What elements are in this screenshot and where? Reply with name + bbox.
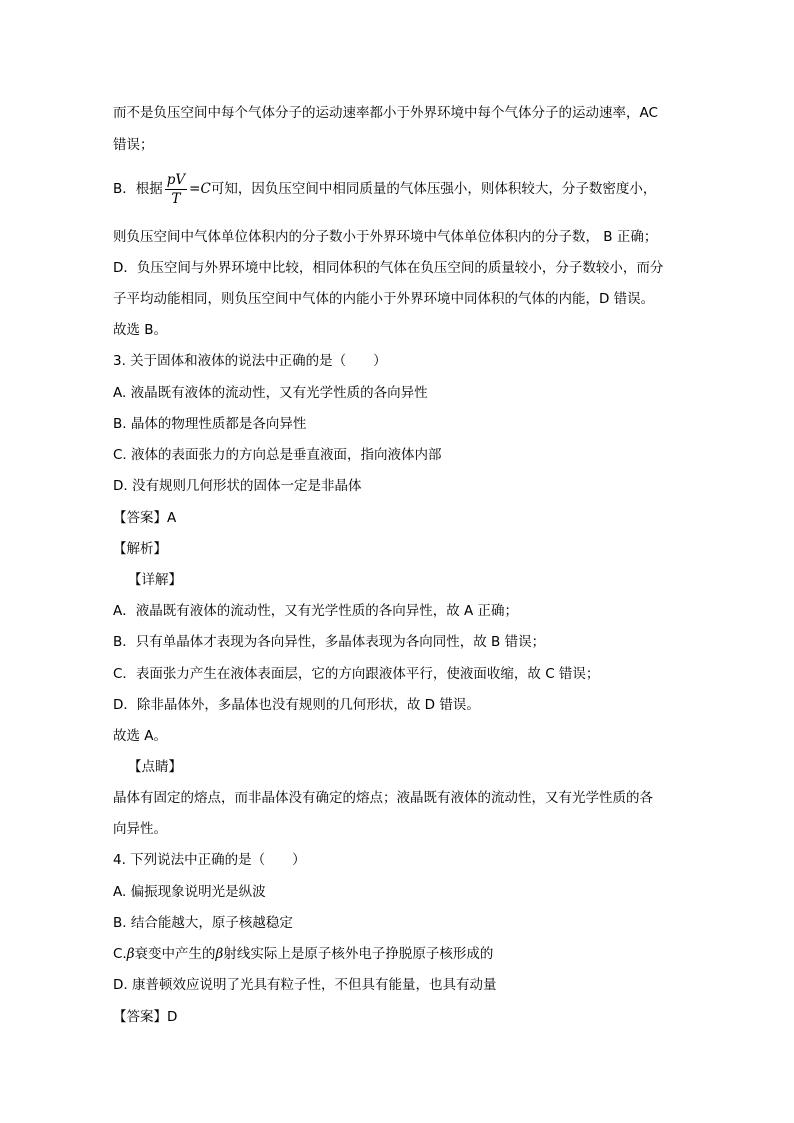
- analysis-label: 【解析】: [113, 541, 167, 557]
- comment-line: 向异性。: [113, 821, 167, 837]
- constant-symbol: C: [200, 181, 211, 197]
- text-fragment: 射线实际上是原子核外电子挣脱原子核形成的: [223, 946, 494, 962]
- text-line: 错误；: [113, 137, 154, 153]
- text-line: 则负压空间中气体单位体积内的分子数小于外界环境中气体单位体积内的分子数， B 正确；: [113, 229, 658, 245]
- question-3-stem: 3. 关于固体和液体的说法中正确的是（ ）: [113, 353, 387, 369]
- detail-line: A．液晶既有液体的流动性，又有光学性质的各向异性，故 A 正确；: [113, 603, 519, 619]
- fraction-numerator: pV: [166, 171, 186, 188]
- text-line: 而不是负压空间中每个气体分子的运动速率都小于外界环境中每个气体分子的运动速率，AC: [113, 105, 658, 121]
- detail-line: C．表面张力产生在液体表面层，它的方向跟液体平行，使液面收缩，故 C 错误；: [113, 666, 600, 682]
- question-4-option-c: [113, 944, 493, 964]
- detail-label: 【详解】: [128, 572, 182, 588]
- beta-symbol: β: [126, 946, 135, 962]
- question-3-option-d: D. 没有规则几何形状的固体一定是非晶体: [113, 478, 362, 494]
- comment-line: 晶体有固定的熔点，而非晶体没有确定的熔点；液晶既有液体的流动性，又有光学性质的各: [113, 790, 653, 806]
- text-line: 子平均动能相同，则负压空间中气体的内能小于外界环境中同体积的气体的内能，D 错误。: [113, 291, 655, 307]
- question-4-option-d: D. 康普顿效应说明了光具有粒子性，不但具有能量，也具有动量: [113, 977, 497, 993]
- question-4-option-b: B. 结合能越大，原子核越稳定: [113, 915, 293, 931]
- text-fragment: 可知，因负压空间中相同质量的气体压强小，则体积较大，分子数密度小，: [210, 181, 657, 197]
- question-3-option-c: C. 液体的表面张力的方向总是垂直液面，指向液体内部: [113, 447, 442, 463]
- detail-line: B．只有单晶体才表现为各向异性，多晶体表现为各向同性，故 B 错误；: [113, 634, 546, 650]
- question-3-option-b: B. 晶体的物理性质都是各向异性: [113, 416, 307, 432]
- text-fragment: 衰变中产生的: [134, 946, 216, 962]
- beta-symbol: β: [215, 946, 224, 962]
- formula-line: [113, 170, 656, 208]
- text-line: 故选 B。: [113, 322, 168, 338]
- fraction-formula: [165, 171, 187, 208]
- comment-label: 【点睛】: [128, 759, 182, 775]
- question-4-option-a: A. 偏振现象说明光是纵波: [113, 884, 266, 900]
- question-3-option-a: A. 液晶既有液体的流动性，又有光学性质的各向异性: [113, 385, 428, 401]
- choose-line: 故选 A。: [113, 728, 168, 744]
- answer-label: 【答案】A: [113, 510, 177, 526]
- equals-sign: =: [189, 181, 201, 197]
- question-4-stem: 4. 下列说法中正确的是（ ）: [113, 852, 306, 868]
- option-letter: C.: [113, 946, 127, 962]
- detail-line: D．除非晶体外，多晶体也没有规则的几何形状，故 D 错误。: [113, 697, 480, 713]
- answer-label: 【答案】D: [113, 1009, 178, 1025]
- text-line: D．负压空间与外界环境中比较，相同体积的气体在负压空间的质量较小，分子数较小，而分: [113, 260, 664, 276]
- text-fragment: B．根据: [113, 181, 163, 197]
- fraction-denominator: T: [171, 190, 181, 207]
